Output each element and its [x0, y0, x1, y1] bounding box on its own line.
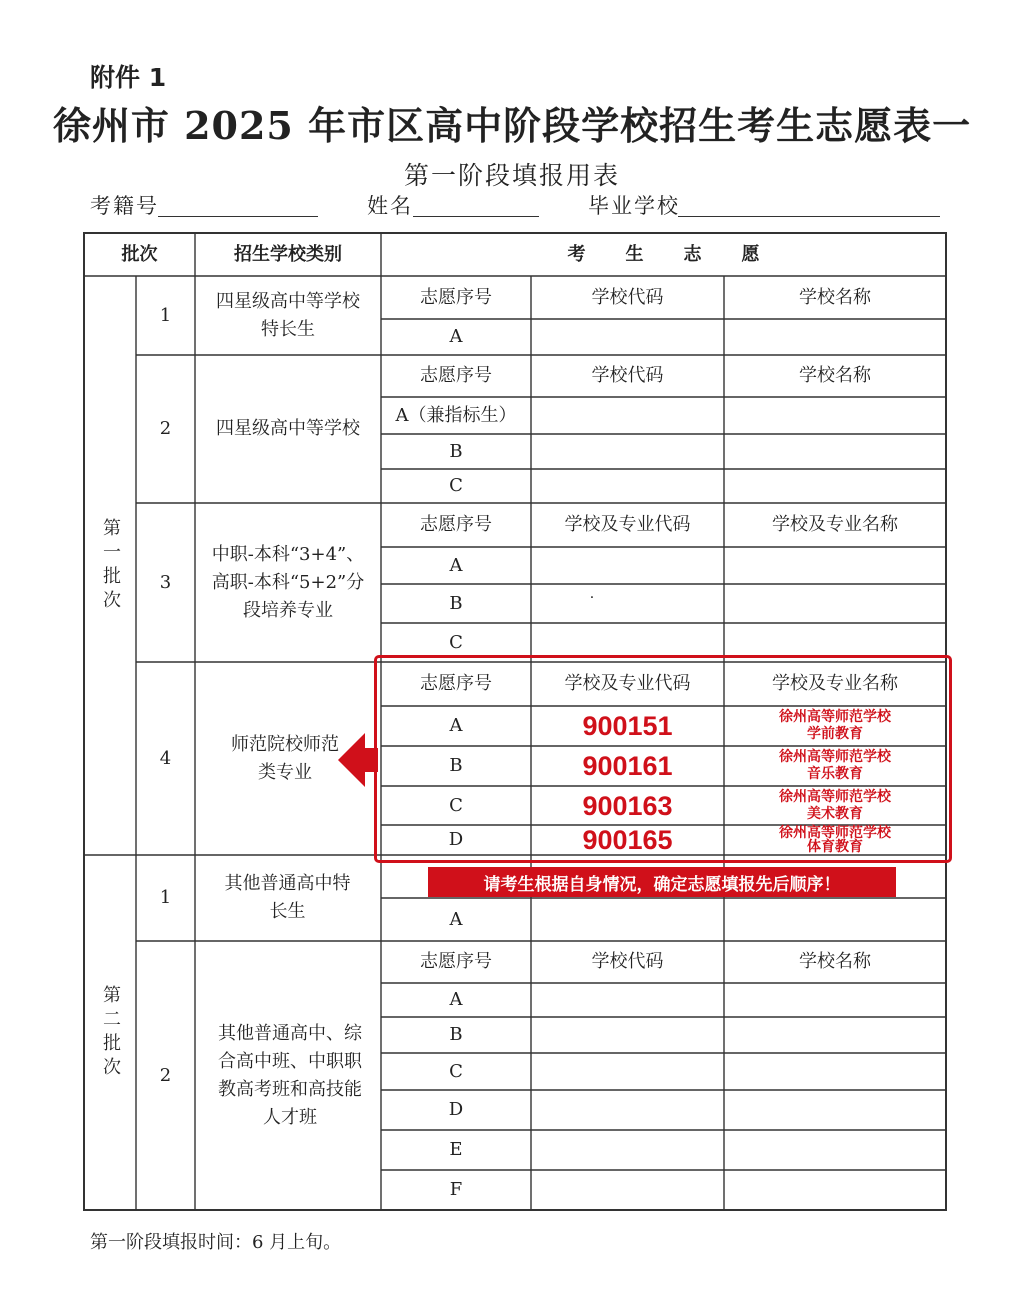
- col-seq-header: 志愿序号: [420, 673, 492, 694]
- col-seq-header: 志愿序号: [420, 514, 492, 535]
- school-name-text: 徐州高等师范学校: [779, 709, 891, 725]
- school-major-code: 900163: [582, 790, 673, 821]
- col-code-header: 学校代码: [591, 286, 664, 308]
- seq-cell: A: [449, 715, 463, 736]
- row-number: 4: [159, 747, 172, 769]
- col-code-header: 学校代码: [591, 951, 664, 972]
- col-code-header: 学校及专业代码: [564, 514, 691, 535]
- col-code-header: 学校及专业代码: [564, 673, 691, 694]
- exam-id-label: 考籍号: [90, 194, 159, 218]
- category-cell: 师范院校师范类专业: [231, 733, 339, 783]
- seq-cell: C: [449, 1060, 463, 1082]
- major-name-text: 音乐教育: [807, 766, 863, 782]
- row-number: 1: [159, 304, 172, 326]
- seq-cell: C: [449, 475, 463, 496]
- footer-note: 第一阶段填报时间：6 月上旬。: [90, 1232, 342, 1253]
- category-cell: 中职-本科“3+4”、高职-本科“5+2”分段培养专业: [211, 543, 365, 621]
- graduation-school-label: 毕业学校: [588, 194, 680, 218]
- category-cell: 其他普通高中特长生: [224, 873, 351, 922]
- header-category: 招生学校类别: [234, 243, 342, 265]
- col-name-header: 学校名称: [799, 286, 871, 308]
- document-subtitle: 第一阶段填报用表: [403, 161, 620, 190]
- document-title: 徐州市 2025 年市区高中阶段学校招生考生志愿表一: [52, 103, 972, 148]
- seq-cell: C: [449, 631, 463, 653]
- seq-cell: B: [449, 755, 463, 776]
- name-label: 姓名: [367, 194, 413, 218]
- col-name-header: 学校及专业名称: [772, 673, 898, 694]
- seq-cell: A（兼指标生）: [395, 404, 517, 426]
- seq-cell: A: [449, 554, 463, 576]
- row-number: 1: [159, 887, 172, 908]
- category-cell: 四星级高中等学校: [216, 418, 360, 439]
- major-name-text: 美术教育: [807, 805, 863, 822]
- seq-cell: A: [449, 326, 463, 347]
- header-wishes: 考生志愿: [567, 243, 800, 265]
- seq-cell: B: [449, 440, 463, 462]
- stray-mark: ·: [589, 590, 595, 606]
- school-name-text: 徐州高等师范学校: [779, 825, 891, 841]
- row-number: 3: [159, 571, 172, 593]
- seq-cell: D: [448, 829, 464, 850]
- seq-cell: F: [449, 1179, 463, 1200]
- seq-cell: B: [449, 592, 463, 614]
- school-name-text: 徐州高等师范学校: [779, 749, 891, 765]
- col-seq-header: 志愿序号: [420, 365, 492, 386]
- seq-cell: C: [449, 794, 463, 816]
- seq-cell: A: [449, 908, 463, 930]
- category-cell: 其他普通高中、综合高中班、中职职教高考班和高技能人才班: [218, 1022, 362, 1128]
- notice-banner: 请考生根据自身情况，确定志愿填报先后顺序！: [428, 867, 896, 897]
- highlight-box: [374, 655, 952, 863]
- col-code-header: 学校代码: [591, 365, 664, 386]
- attachment-label: 附件 1: [90, 63, 167, 92]
- col-name-header: 学校及专业名称: [772, 514, 898, 535]
- col-name-header: 学校名称: [799, 365, 871, 386]
- school-major-code: 900161: [582, 751, 673, 781]
- batch-2-label: 第二批次: [100, 984, 121, 1081]
- row-number: 2: [159, 1064, 172, 1086]
- col-seq-header: 志愿序号: [420, 286, 492, 308]
- row-number: 2: [159, 418, 172, 439]
- major-name-text: 学前教育: [807, 726, 863, 742]
- major-name-text: 体育教育: [807, 839, 863, 855]
- seq-cell: B: [449, 1024, 463, 1045]
- seq-cell: D: [448, 1099, 464, 1120]
- category-cell: 四星级高中等学校特长生: [216, 290, 360, 340]
- col-name-header: 学校名称: [799, 951, 871, 972]
- school-name-text: 徐州高等师范学校: [779, 788, 891, 805]
- col-seq-header: 志愿序号: [420, 951, 492, 972]
- seq-cell: A: [449, 989, 463, 1010]
- school-major-code: 900165: [582, 825, 673, 855]
- batch-1-label: 第一批次: [100, 517, 121, 614]
- seq-cell: E: [449, 1139, 463, 1160]
- school-major-code: 900151: [582, 711, 673, 741]
- header-batch: 批次: [121, 243, 158, 265]
